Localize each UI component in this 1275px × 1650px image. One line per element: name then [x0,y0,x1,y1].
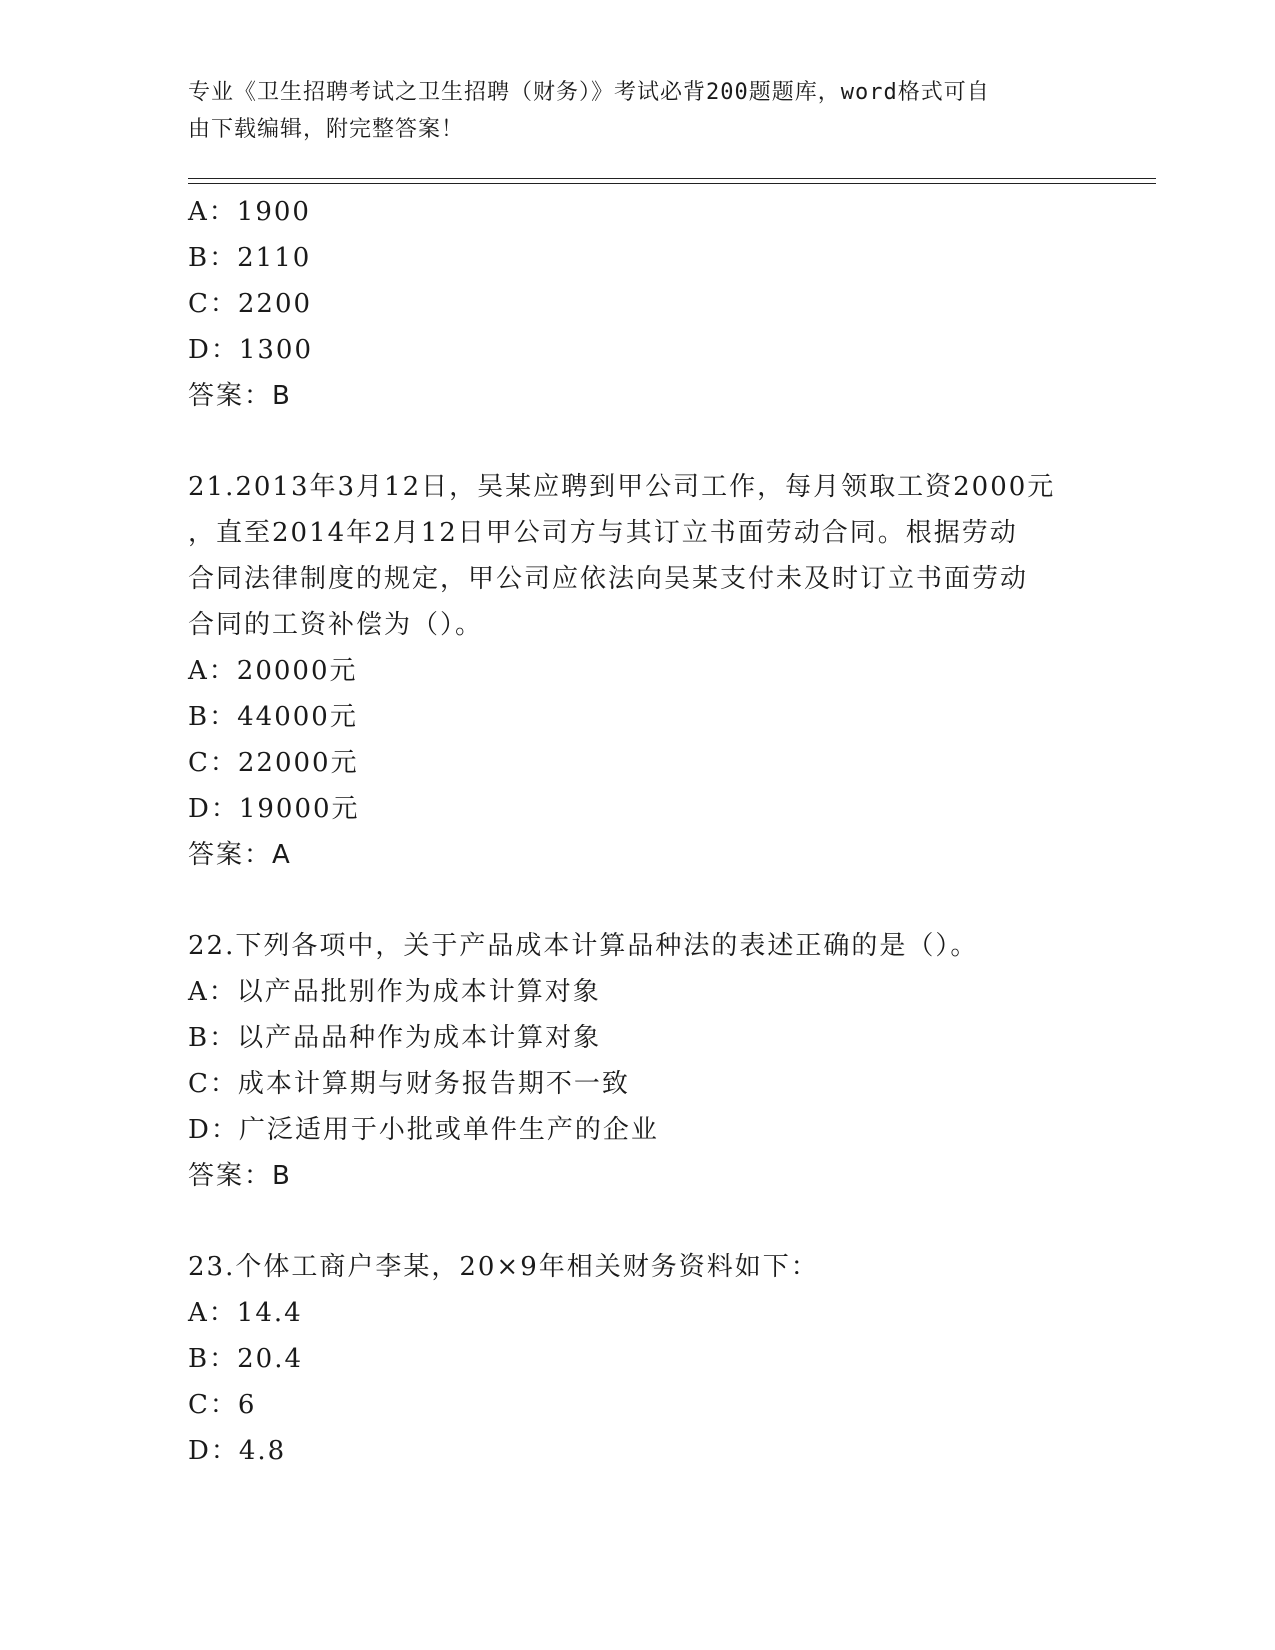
question-stem-line: 22.下列各项中，关于产品成本计算品种法的表述正确的是（）。 [188,931,979,961]
question-stem-line: 合同的工资补偿为（）。 [188,610,484,640]
option-b: B：44000元 [188,702,358,732]
header-line-2: 由下载编辑，附完整答案！ [188,117,465,142]
option-a: A：1900 [188,197,311,227]
option-a: A：14.4 [188,1298,303,1328]
question-21-block [188,464,1088,878]
option-d: D：19000元 [188,794,360,824]
question-20-block [188,189,1088,419]
header-divider-bottom [188,183,1156,184]
question-22-block [188,923,1088,1199]
question-spacer [188,419,1088,464]
question-spacer [188,878,1088,923]
option-b: B：2110 [188,243,312,273]
answer-line: 答案：B [188,1161,292,1191]
question-stem-line: 23.个体工商户李某，20×9年相关财务资料如下： [188,1252,819,1282]
answer-line: 答案：B [188,381,292,411]
option-d: D：1300 [188,335,314,365]
header-line-1: 专业《卫生招聘考试之卫生招聘（财务）》考试必背200题题库，word格式可自 [188,80,990,105]
option-a: A：以产品批别作为成本计算对象 [188,977,601,1007]
option-c: C：22000元 [188,748,359,778]
document-header [188,74,1088,148]
question-spacer [188,1199,1088,1244]
option-b: B：以产品品种作为成本计算对象 [188,1023,602,1053]
question-stem-line: 合同法律制度的规定，甲公司应依法向吴某支付未及时订立书面劳动 [188,564,1029,594]
answer-line: 答案：A [188,840,292,870]
question-stem-line: ，直至2014年2月12日甲公司方与其订立书面劳动合同。根据劳动 [188,518,1018,548]
option-c: C：2200 [188,289,313,319]
question-stem-line: 21.2013年3月12日，吴某应聘到甲公司工作，每月领取工资2000元 [188,472,1056,502]
option-a: A：20000元 [188,656,358,686]
option-d: D：4.8 [188,1436,287,1466]
header-divider-top [188,178,1156,179]
option-c: C：6 [188,1390,257,1420]
option-b: B：20.4 [188,1344,303,1374]
question-23-block [188,1244,1088,1474]
option-d: D：广泛适用于小批或单件生产的企业 [188,1115,659,1145]
option-c: C：成本计算期与财务报告期不一致 [188,1069,630,1099]
question-list [188,189,1088,1474]
